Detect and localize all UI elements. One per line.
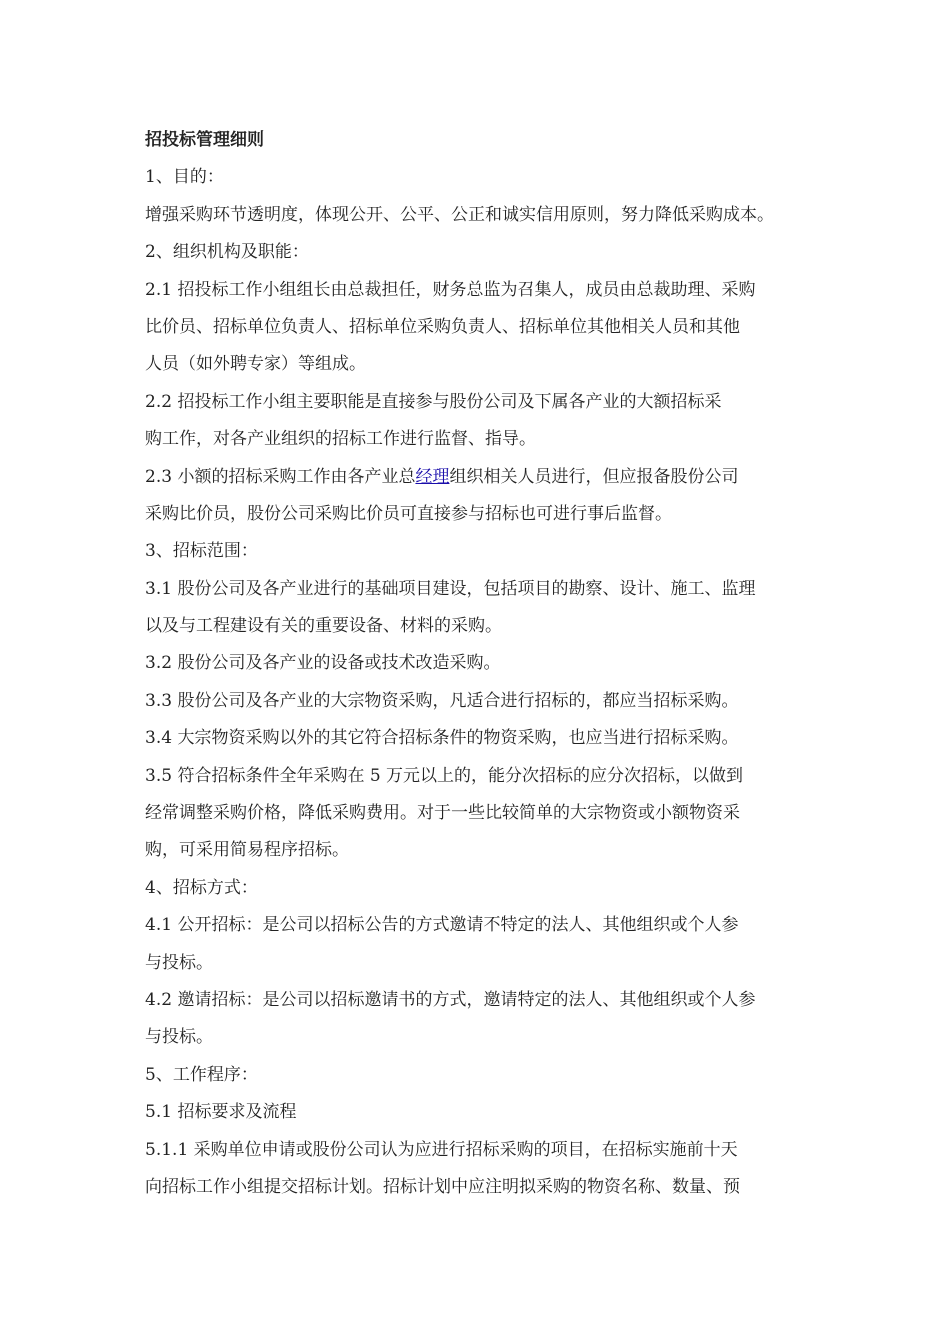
text-segment: 5.1 招标要求及流程 bbox=[145, 1102, 297, 1123]
text-line bbox=[145, 1057, 825, 1094]
text-line bbox=[145, 1169, 825, 1206]
text-segment: 5、工作程序： bbox=[145, 1064, 258, 1085]
text-segment: 以及与工程建设有关的重要设备、材料的采购。 bbox=[145, 616, 502, 637]
text-segment: 2.1 招投标工作小组组长由总裁担任，财务总监为召集人，成员由总裁助理、采购 bbox=[145, 279, 756, 300]
text-line bbox=[145, 720, 825, 757]
text-line bbox=[145, 645, 825, 682]
text-line bbox=[145, 496, 825, 533]
text-line bbox=[145, 758, 825, 795]
text-segment: 向招标工作小组提交招标计划。招标计划中应注明拟采购的物资名称、数量、预 bbox=[145, 1176, 740, 1197]
text-segment: 与投标。 bbox=[145, 952, 213, 973]
text-segment: 5.1.1 采购单位申请或股份公司认为应进行招标采购的项目，在招标实施前十天 bbox=[145, 1139, 738, 1160]
text-segment: 3.5 符合招标条件全年采购在 5 万元以上的，能分次招标的应分次招标，以做到 bbox=[145, 765, 744, 786]
document-body bbox=[145, 159, 825, 1206]
text-line bbox=[145, 1094, 825, 1131]
text-segment: 2.2 招投标工作小组主要职能是直接参与股份公司及下属各产业的大额招标采 bbox=[145, 391, 722, 412]
text-segment: 人员（如外聘专家）等组成。 bbox=[145, 354, 366, 375]
text-segment: 3.2 股份公司及各产业的设备或技术改造采购。 bbox=[145, 653, 501, 674]
text-line bbox=[145, 832, 825, 869]
text-segment: 购，可采用简易程序招标。 bbox=[145, 840, 349, 861]
text-segment: 4、招标方式： bbox=[145, 877, 258, 898]
text-line bbox=[145, 982, 825, 1019]
link-manager[interactable]: 经理 bbox=[415, 466, 450, 487]
text-line bbox=[145, 907, 825, 944]
document-title: 招投标管理细则 bbox=[145, 130, 264, 150]
text-line bbox=[145, 870, 825, 907]
text-segment: 4.2 邀请招标：是公司以招标邀请书的方式，邀请特定的法人、其他组织或个人参 bbox=[145, 989, 756, 1010]
text-line bbox=[145, 346, 825, 383]
text-segment: 3.4 大宗物资采购以外的其它符合招标条件的物资采购，也应当进行招标采购。 bbox=[145, 728, 739, 749]
text-segment: 与投标。 bbox=[145, 1027, 213, 1048]
text-segment: 比价员、招标单位负责人、招标单位采购负责人、招标单位其他相关人员和其他 bbox=[145, 316, 740, 337]
text-line bbox=[145, 1132, 825, 1169]
text-line bbox=[145, 159, 825, 196]
text-line bbox=[145, 1019, 825, 1056]
document-page bbox=[145, 122, 825, 1206]
text-segment: 增强采购环节透明度，体现公开、公平、公正和诚实信用原则，努力降低采购成本。 bbox=[145, 204, 774, 225]
text-line bbox=[145, 421, 825, 458]
text-line bbox=[145, 309, 825, 346]
text-line bbox=[145, 683, 825, 720]
text-segment: 组织相关人员进行，但应报备股份公司 bbox=[449, 466, 739, 487]
text-segment: 4.1 公开招标：是公司以招标公告的方式邀请不特定的法人、其他组织或个人参 bbox=[145, 915, 739, 936]
text-line bbox=[145, 608, 825, 645]
text-line bbox=[145, 795, 825, 832]
text-segment: 3、招标范围： bbox=[145, 541, 258, 562]
text-segment: 1、目的： bbox=[145, 167, 224, 188]
text-segment: 3.1 股份公司及各产业进行的基础项目建设，包括项目的勘察、设计、施工、监理 bbox=[145, 578, 756, 599]
text-segment: 2、组织机构及职能： bbox=[145, 242, 309, 263]
text-segment: 经常调整采购价格，降低采购费用。对于一些比较简单的大宗物资或小额物资采 bbox=[145, 803, 740, 824]
text-line bbox=[145, 945, 825, 982]
text-segment: 采购比价员，股份公司采购比价员可直接参与招标也可进行事后监督。 bbox=[145, 503, 672, 524]
text-segment: 2.3 小额的招标采购工作由各产业总 bbox=[145, 466, 416, 487]
text-line bbox=[145, 234, 825, 271]
text-segment: 购工作，对各产业组织的招标工作进行监督、指导。 bbox=[145, 429, 536, 450]
text-line bbox=[145, 197, 825, 234]
text-line bbox=[145, 533, 825, 570]
text-line bbox=[145, 571, 825, 608]
text-line bbox=[145, 272, 825, 309]
text-segment: 3.3 股份公司及各产业的大宗物资采购，凡适合进行招标的，都应当招标采购。 bbox=[145, 690, 739, 711]
text-line bbox=[145, 459, 825, 496]
text-line bbox=[145, 384, 825, 421]
